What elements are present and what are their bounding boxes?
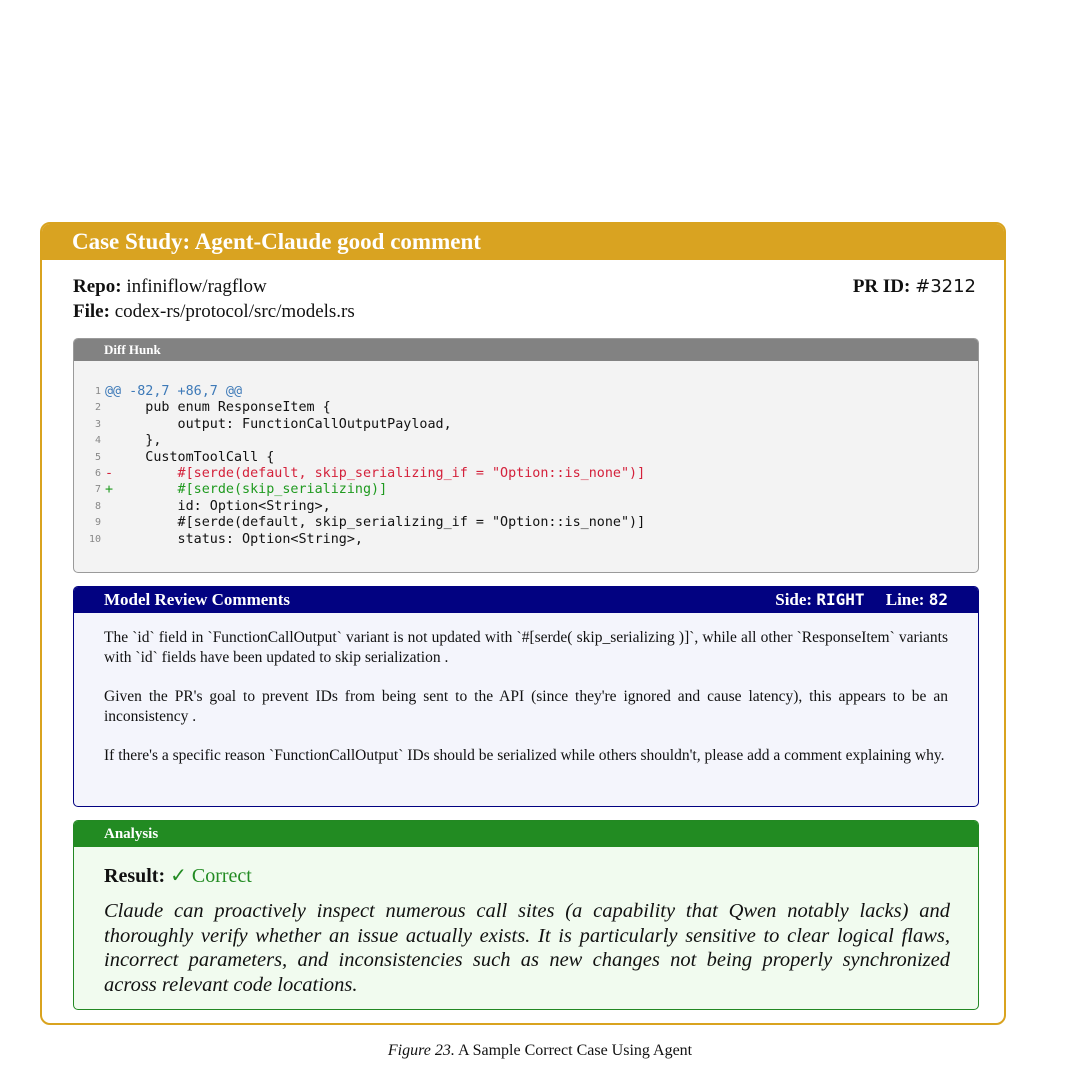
diff-code: [84, 384, 645, 548]
result-line: [104, 863, 252, 888]
diff-line-text: },: [105, 433, 162, 449]
figure-caption-text: A Sample Correct Case Using Agent: [457, 1042, 693, 1059]
case-study-box: [40, 222, 1006, 1025]
diff-line: [84, 417, 645, 433]
diff-line: [84, 466, 645, 482]
diff-line-number: 7: [94, 484, 101, 496]
diff-line: [84, 450, 645, 466]
file-label: File:: [73, 301, 110, 322]
review-comments-box: [73, 586, 979, 807]
diff-line-text: id: Option<String>,: [105, 498, 331, 514]
case-study-title: Case Study: Agent-Claude good comment: [72, 229, 481, 254]
figure-caption: [0, 1042, 1080, 1060]
diff-line-number: 10: [88, 533, 101, 545]
file-value: codex-rs/protocol/src/models.rs: [114, 301, 355, 322]
file-line: [73, 299, 976, 324]
review-paragraph: If there's a specific reason `FunctionCallOutput` IDs should be serialized while others shouldn't, please add a comment explaining why.: [104, 747, 945, 764]
analysis-box: [73, 820, 979, 1010]
review-comments-title: Model Review Comments: [104, 590, 291, 609]
repo-line: [73, 274, 976, 299]
side-value: RIGHT: [816, 590, 865, 609]
side-label: Side:: [775, 590, 813, 609]
analysis-text: Claude can proactively inspect numerous call sites (a capability that Qwen notably lacks) and thoroughly verify whether an issue actually exists. It is particularly sensitive to clear logical flaws, incorrect parameters, and inconsistencies such as new changes not being properly synchronized across relevant code locations.: [104, 900, 950, 996]
diff-line-text: #[serde(default, skip_serializing_if = "Option::is_none")]: [105, 515, 646, 531]
repo-value: infiniflow/ragflow: [126, 276, 267, 297]
diff-hunk-box: [73, 338, 979, 573]
review-paragraph: The `id` field in `FunctionCallOutput` variant is not updated with `#[serde( skip_serializing )]`, while all other `ResponseItem` variants with `id` fields have been updated to skip serialization .: [104, 629, 948, 666]
side-line-info: [775, 590, 948, 610]
line-label: Line:: [885, 590, 925, 609]
diff-line: [84, 384, 645, 400]
diff-line-text: status: Option<String>,: [105, 531, 363, 547]
diff-line-text: - #[serde(default, skip_serializing_if = "Option::is_none")]: [105, 466, 646, 482]
diff-line-text: output: FunctionCallOutputPayload,: [105, 416, 452, 432]
diff-line-number: 5: [94, 451, 101, 463]
result-value: Correct: [191, 865, 252, 887]
diff-line-number: 1: [94, 386, 101, 397]
diff-line: [84, 482, 645, 498]
diff-line: [84, 532, 645, 548]
diff-line-text: pub enum ResponseItem {: [105, 400, 331, 416]
diff-line: [84, 515, 645, 531]
review-paragraph: Given the PR's goal to prevent IDs from being sent to the API (since they're ignored and cause latency), this appears to be an inconsistency .: [104, 688, 948, 725]
diff-line-number: 9: [94, 517, 101, 529]
diff-line: [84, 499, 645, 515]
review-comments-body: [74, 613, 978, 766]
diff-hunk-header: Diff Hunk: [74, 339, 978, 361]
diff-line-number: 8: [94, 500, 101, 512]
diff-line-text: @@ -82,7 +86,7 @@: [105, 384, 243, 399]
diff-line: [84, 400, 645, 416]
pr-id-label: PR ID:: [852, 276, 911, 297]
diff-line-text: + #[serde(skip_serializing)]: [105, 482, 388, 498]
result-label: Result:: [104, 865, 166, 887]
checkmark-icon: ✓: [170, 865, 187, 887]
diff-line-number: 3: [94, 418, 101, 430]
diff-line-text: CustomToolCall {: [105, 449, 275, 465]
diff-line-number: 6: [94, 468, 101, 480]
case-study-header: [42, 224, 1004, 260]
figure-label: Figure 23.: [387, 1042, 455, 1059]
analysis-header: Analysis: [74, 821, 978, 847]
pr-id-line: [853, 274, 976, 299]
diff-line: [84, 433, 645, 449]
diff-line-number: 4: [94, 435, 101, 447]
pr-id-value: #3212: [915, 276, 976, 297]
review-comments-header: [74, 587, 978, 613]
line-value: 82: [928, 590, 948, 609]
case-meta: [73, 274, 976, 324]
diff-line-number: 2: [94, 402, 101, 414]
repo-label: Repo:: [73, 276, 122, 297]
